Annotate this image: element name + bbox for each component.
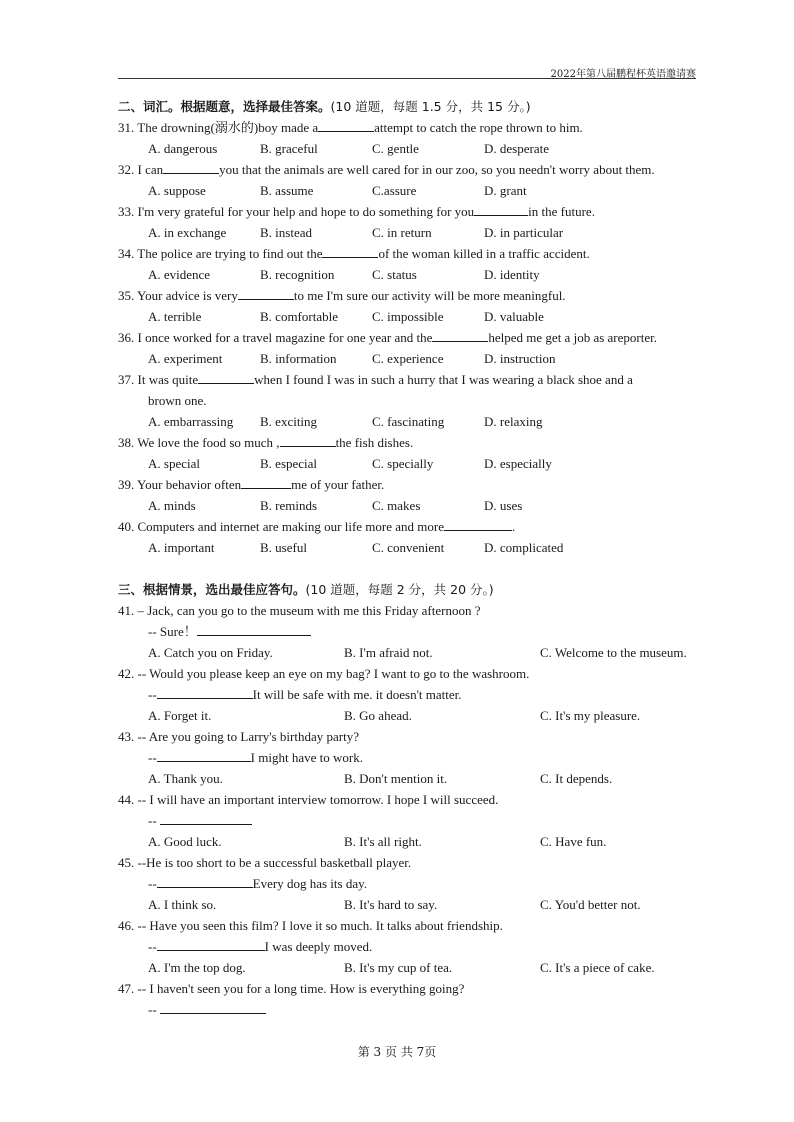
answer-blank	[474, 203, 528, 216]
option-a: A. I think so.	[148, 897, 217, 912]
answer-blank	[198, 371, 254, 384]
option-c: C. It's my pleasure.	[540, 708, 641, 723]
answer-blank	[432, 329, 488, 342]
options-35	[118, 306, 703, 327]
section-2-title: 二、词汇。根据题意，选择最佳答案。(10 道题，每题 1.5 分，共 15 分。)	[118, 99, 531, 114]
option-b: B. assume	[260, 183, 314, 198]
options-34	[118, 264, 703, 285]
option-d: D. desperate	[484, 141, 549, 156]
option-b: B. reminds	[260, 498, 318, 513]
option-c: C. specially	[372, 456, 434, 471]
option-a: A. Catch you on Friday.	[148, 645, 273, 660]
options-40	[118, 537, 703, 558]
option-b: B. Go ahead.	[344, 708, 412, 723]
option-b: B. especial	[260, 456, 318, 471]
question-43: 43. -- Are you going to Larry's birthday party?	[118, 729, 359, 744]
option-d: D. relaxing	[484, 414, 543, 429]
option-b: B. recognition	[260, 267, 335, 282]
option-d: D. especially	[484, 456, 552, 471]
option-c: C. gentle	[372, 141, 419, 156]
answer-blank	[157, 875, 253, 888]
option-b: B. graceful	[260, 141, 318, 156]
question-36: 36. I once worked for a travel magazine for one year and the helped me get a job as areporter.	[118, 330, 657, 345]
option-a: A. terrible	[148, 309, 202, 324]
option-b: B. exciting	[260, 414, 318, 429]
options-39	[118, 495, 703, 516]
option-d: D. grant	[484, 183, 527, 198]
answer-blank	[444, 518, 512, 531]
question-39: 39. Your behavior often me of your father.	[118, 477, 385, 492]
answer-blank	[280, 434, 336, 447]
options-37	[118, 411, 703, 432]
question-42: 42. -- Would you please keep an eye on my bag? I want to go to the washroom.	[118, 666, 530, 681]
answer-blank	[157, 686, 253, 699]
option-c: C. Have fun.	[540, 834, 607, 849]
answer-blank	[160, 812, 252, 825]
option-a: A. Thank you.	[148, 771, 223, 786]
option-a: A. important	[148, 540, 215, 555]
option-d: D. complicated	[484, 540, 564, 555]
option-a: A. evidence	[148, 267, 211, 282]
section-3-title: 三、根据情景，选出最佳应答句。(10 道题，每题 2 分，共 20 分。)	[118, 582, 494, 597]
options-42	[118, 705, 703, 726]
answer-blank	[163, 161, 219, 174]
page-footer	[0, 1043, 794, 1060]
options-44	[118, 831, 703, 852]
dialogue-41: -- Sure！	[118, 621, 703, 642]
option-d: D. valuable	[484, 309, 544, 324]
option-a: A. in exchange	[148, 225, 227, 240]
dialogue-45: -- Every dog has its day.	[148, 876, 367, 891]
dialogue-42: -- It will be safe with me. it doesn't matter.	[148, 687, 462, 702]
option-c: C. convenient	[372, 540, 445, 555]
options-41	[118, 642, 703, 663]
dialogue-44: --	[118, 810, 703, 831]
option-b: B. instead	[260, 225, 312, 240]
question-38: 38. We love the food so much , the fish dishes.	[118, 435, 414, 450]
options-32	[118, 180, 703, 201]
options-43	[118, 768, 703, 789]
option-a: A. I'm the top dog.	[148, 960, 246, 975]
question-32: 32. I can you that the animals are well cared for in our zoo, so you needn't worry about them.	[118, 162, 655, 177]
exam-content	[118, 96, 703, 1020]
option-c: C. It's a piece of cake.	[540, 960, 655, 975]
options-46	[118, 957, 703, 978]
option-a: A. special	[148, 456, 200, 471]
option-c: C. impossible	[372, 309, 444, 324]
answer-blank	[238, 287, 294, 300]
options-38	[118, 453, 703, 474]
option-c: C. status	[372, 267, 417, 282]
page-header	[118, 65, 696, 79]
option-d: D. instruction	[484, 351, 556, 366]
option-a: A. suppose	[148, 183, 206, 198]
dialogue-47: --	[118, 999, 703, 1020]
section-2-note: (10 道题，每题 1.5 分，共 15 分。)	[330, 99, 531, 114]
option-d: D. in particular	[484, 225, 564, 240]
question-44: 44. -- I will have an important interview tomorrow. I hope I will succeed.	[118, 792, 499, 807]
option-a: A. dangerous	[148, 141, 218, 156]
option-a: A. minds	[148, 498, 196, 513]
option-c: C. Welcome to the museum.	[540, 645, 687, 660]
option-d: D. identity	[484, 267, 540, 282]
answer-blank	[157, 749, 251, 762]
option-b: B. It's hard to say.	[344, 897, 438, 912]
option-b: B. comfortable	[260, 309, 338, 324]
option-c: C. makes	[372, 498, 421, 513]
option-b: B. information	[260, 351, 337, 366]
option-b: B. I'm afraid not.	[344, 645, 433, 660]
option-b: B. useful	[260, 540, 307, 555]
dialogue-46: -- I was deeply moved.	[148, 939, 373, 954]
exam-title: 2022年第八届鹏程杯英语邀请赛	[550, 69, 696, 80]
question-34: 34. The police are trying to find out the of the woman killed in a traffic accident.	[118, 246, 590, 261]
question-31: 31. The drowning(溺水的)boy made a attempt to catch the rope thrown to him.	[118, 120, 583, 135]
option-a: A. Forget it.	[148, 708, 212, 723]
question-47: 47. -- I haven't seen you for a long time. How is everything going?	[118, 981, 465, 996]
option-b: B. Don't mention it.	[344, 771, 448, 786]
answer-blank	[157, 938, 265, 951]
question-35: 35. Your advice is very to me I'm sure our activity will be more meaningful.	[118, 288, 566, 303]
dialogue-43: -- I might have to work.	[148, 750, 363, 765]
option-b: B. It's my cup of tea.	[344, 960, 453, 975]
question-33: 33. I'm very grateful for your help and hope to do something for you in the future.	[118, 204, 595, 219]
answer-blank	[322, 245, 378, 258]
answer-blank	[197, 623, 311, 636]
option-c: C. It depends.	[540, 771, 613, 786]
option-a: A. Good luck.	[148, 834, 222, 849]
option-c: C.assure	[372, 183, 417, 198]
question-40: 40. Computers and internet are making our life more and more .	[118, 519, 516, 534]
option-c: C. in return	[372, 225, 432, 240]
option-c: C. fascinating	[372, 414, 445, 429]
option-d: D. uses	[484, 498, 523, 513]
question-45: 45. --He is too short to be a successful basketball player.	[118, 855, 412, 870]
question-41: 41. – Jack, can you go to the museum with me this Friday afternoon ?	[118, 603, 481, 618]
options-45	[118, 894, 703, 915]
answer-blank	[160, 1001, 266, 1014]
answer-blank	[241, 476, 291, 489]
option-b: B. It's all right.	[344, 834, 422, 849]
option-a: A. experiment	[148, 351, 223, 366]
options-33	[118, 222, 703, 243]
option-a: A. embarrassing	[148, 414, 234, 429]
option-c: C. experience	[372, 351, 444, 366]
options-31	[118, 138, 703, 159]
option-c: C. You'd better not.	[540, 897, 641, 912]
page-number: 第 3 页 共 7页	[357, 1045, 437, 1059]
question-37: 37. It was quite when I found I was in such a hurry that I was wearing a black shoe and a	[118, 372, 633, 387]
question-37-continued: brown one.	[148, 393, 207, 408]
section-gap	[118, 558, 703, 579]
question-46: 46. -- Have you seen this film? I love it so much. It talks about friendship.	[118, 918, 503, 933]
options-36	[118, 348, 703, 369]
section-3-note: (10 道题，每题 2 分，共 20 分。)	[305, 582, 494, 597]
answer-blank	[318, 119, 374, 132]
